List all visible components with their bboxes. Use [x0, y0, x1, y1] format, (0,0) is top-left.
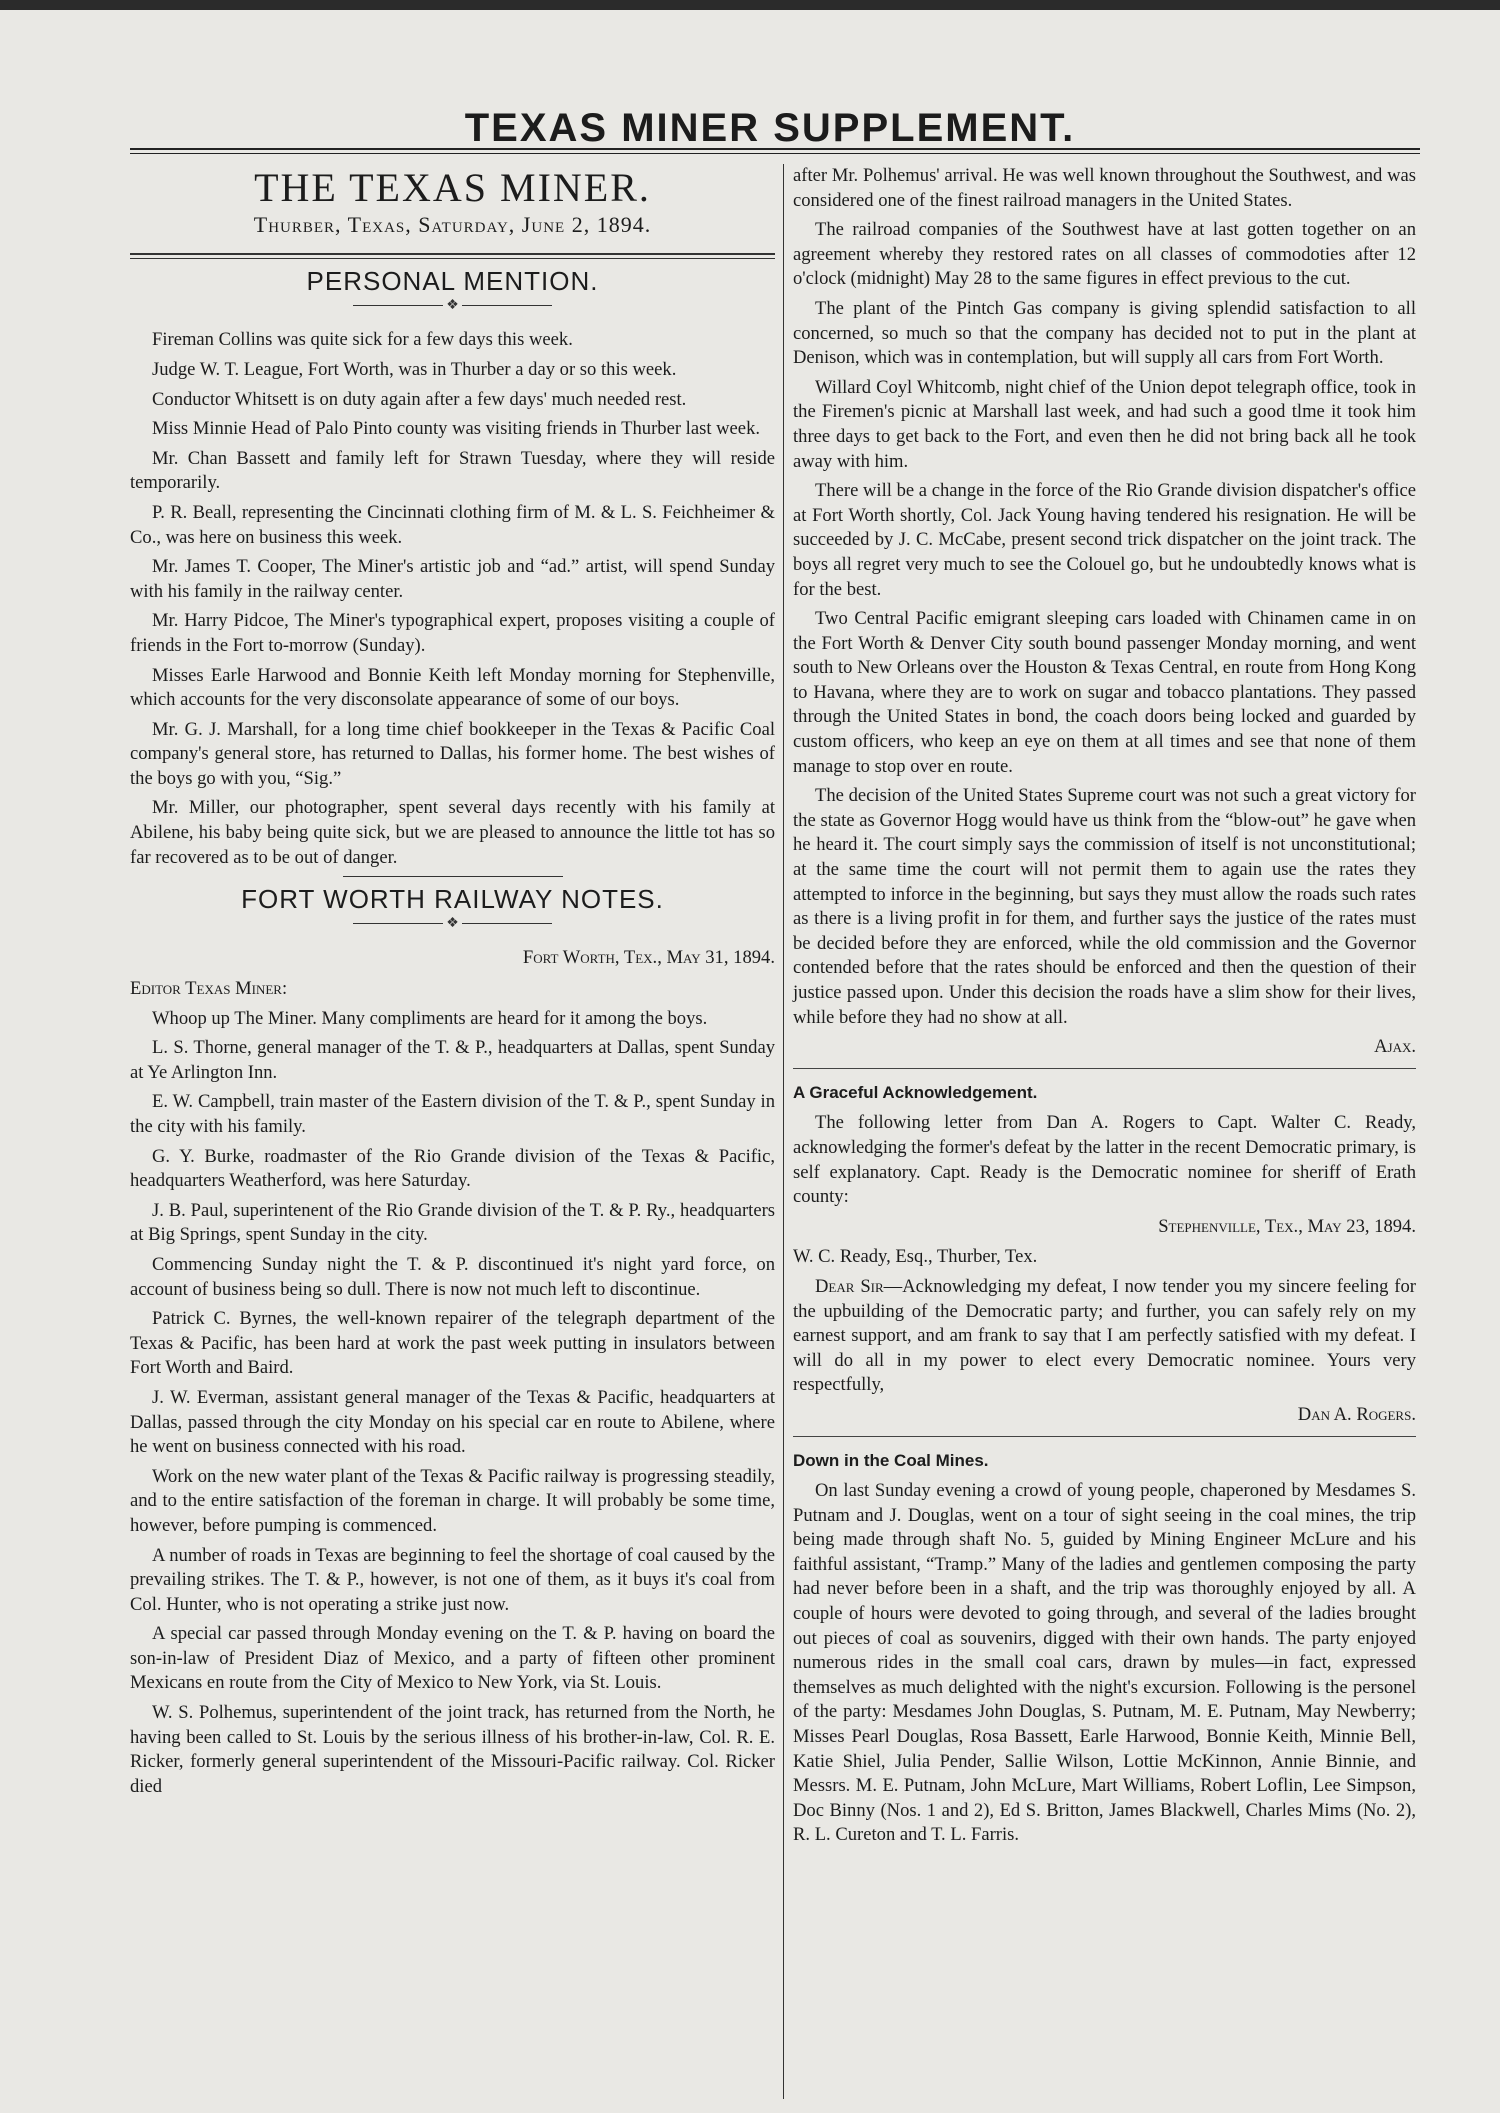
acknowledgement-heading: A Graceful Acknowledgement. — [793, 1082, 1038, 1102]
short-rule — [343, 876, 563, 877]
personal-mention-heading: PERSONAL MENTION. — [306, 266, 599, 297]
personal-item: Mr. Chan Bassett and family left for Strawn Tuesday, where they will reside temporarily. — [130, 447, 775, 494]
railway-item: A special car passed through Monday evening on the T. & P. having on board the son-in-law of President Diaz of Mexico, and a party of fifteen other prominent Mexicans en route from the City of Mexico to New York, via St. Louis. — [130, 1623, 775, 1694]
personal-item: Conductor Whitsett is on duty again after a few days' much needed rest. — [152, 388, 687, 410]
acknowledgement-signature: Dan A. Rogers. — [1297, 1403, 1416, 1425]
acknowledgement-letter — [793, 1275, 1416, 1398]
masthead-rule-thin — [130, 153, 1420, 154]
railway-item: Patrick C. Byrnes, the well-known repairer of the telegraph department of the Texas & Pacific, has been hard at work the past week putting in insulators between Fort Worth and Baird. — [130, 1308, 775, 1379]
railway-dateline: Fort Worth, Tex., May 31, 1894. — [522, 947, 775, 969]
railway-continued: after Mr. Polhemus' arrival. He was well known throughout the Southwest, and was considered one of the finest railroad managers in the United States. — [793, 165, 1416, 211]
right-column — [793, 164, 1416, 1853]
paper-dateline: Thurber, Texas, Saturday, June 2, 1894. — [253, 211, 652, 237]
personal-item: P. R. Beall, representing the Cincinnati clothing firm of M. & L. S. Feichheimer & Co., was here on business this week. — [130, 501, 775, 548]
masthead-rule — [130, 148, 1420, 150]
acknowledgement-intro: The following letter from Dan A. Rogers to Capt. Walter C. Ready, acknowledging the former's defeat by the latter in the recent Democratic primary, is self explanatory. Capt. Ready is the Democratic nominee for sheriff of Erath county: — [793, 1112, 1416, 1208]
railway-item: The decision of the United States Supreme court was not such a great victory for the state as Governor Hogg would have us think from the “blow-out” he gave when he heard it. The court simply says the commission of itself is not unconstitutional; at the same time the court will not permit them to again use the rates they attempted to inforce in the beginning, but says they must allow the roads such rates as there is a living profit in for them, and further says the justice of the rates must be decided before they are enforced, while the old commission and the Governor contended before that the rates should be enforced and then the question of their justice passed upon. Under this decision the roads have a slim show for their lives, while before they had no show at all. — [793, 785, 1416, 1028]
railway-item: The plant of the Pintch Gas company is giving splendid satisfaction to all concerned, so much so that the company has decided not to put in the plant at Denison, which was in contemplation, but will supply all cars from Fort Worth. — [793, 297, 1416, 369]
letter-salutation: Dear Sir — [815, 1275, 884, 1297]
railway-item: J. W. Everman, assistant general manager of the Texas & Pacific, headquarters at Dallas, passed through the city Monday on his special car en route to Abilene, where he went on business connected with his road. — [130, 1386, 775, 1458]
personal-item: Misses Earle Harwood and Bonnie Keith left Monday morning for Stephenville, which accounts for the very disconsolate appearance of some of our boys. — [130, 664, 775, 711]
acknowledgement-addressee: W. C. Ready, Esq., Thurber, Tex. — [793, 1246, 1038, 1268]
personal-item: Judge W. T. League, Fort Worth, was in Thurber a day or so this week. — [152, 358, 677, 380]
railway-item: There will be a change in the force of the Rio Grande division dispatcher's office at Fort Worth shortly, Col. Jack Young having tendered his resignation. He will be succeeded by J. C. McCabe, present second trick dispatcher on the joint track. The boys all regret very much to see the Colouel go, but he undoubtedly knows what is for the best. — [793, 480, 1416, 600]
left-column — [130, 164, 775, 1804]
railway-item: L. S. Thorne, general manager of the T. & P., headquarters at Dallas, spent Sunday at Ye Arlington Inn. — [130, 1037, 775, 1083]
railway-notes-heading: FORT WORTH RAILWAY NOTES. — [241, 884, 664, 915]
column-divider — [783, 164, 784, 2099]
ornament-divider: ❖ — [130, 294, 775, 319]
railway-item: E. W. Campbell, train master of the Eastern division of the T. & P., spent Sunday in the city with his family. — [130, 1091, 775, 1137]
section-rule — [793, 1068, 1416, 1069]
railway-item: Willard Coyl Whitcomb, night chief of the Union depot telegraph office, took in the Firemen's picnic at Marshall last week, and had such a good tlme it took him three days to get back to the Fort, and even then he did not bring back all he took away with him. — [793, 376, 1416, 472]
scan-top-band — [0, 0, 1500, 10]
railway-item: A number of roads in Texas are beginning to feel the shortage of coal caused by the prevailing strikes. The T. & P., however, is not one of them, as it buys it's coal from Col. Hunter, who is not operating a strike just now. — [130, 1544, 775, 1615]
railway-item: J. B. Paul, superintenent of the Rio Grande division of the T. & P. Ry., headquarters at Big Springs, spent Sunday in the city. — [130, 1199, 775, 1246]
masthead: TEXAS MINER SUPPLEMENT. — [464, 106, 1076, 150]
section-rule — [793, 1436, 1416, 1437]
railway-item: W. S. Polhemus, superintendent of the joint track, has returned from the North, he having been called to St. Louis by the serious illness of his brother-in-law, Col. R. E. Ricker, formerly general superintendent of the Missouri-Pacific railway. Col. Ricker died — [130, 1702, 775, 1797]
section-rule — [130, 253, 775, 259]
railway-item: G. Y. Burke, roadmaster of the Rio Grande division of the Texas & Pacific, headquarters Weatherford, was here Saturday. — [130, 1145, 775, 1192]
personal-item: Mr. Miller, our photographer, spent several days recently with his family at Abilene, his baby being quite sick, but we are pleased to announce the little tot has so far recovered as to be out of danger. — [130, 797, 775, 868]
personal-item: Mr. G. J. Marshall, for a long time chief bookkeeper in the Texas & Pacific Coal company's general store, has returned to Dallas, his former home. The best wishes of the boys go with you, “Sig.” — [130, 718, 775, 789]
personal-item: Mr. James T. Cooper, The Miner's artistic job and “ad.” artist, will spend Sunday with his family in the railway center. — [130, 556, 775, 602]
railway-salutation: Editor Texas Miner: — [130, 978, 288, 1000]
railway-item: Two Central Pacific emigrant sleeping cars loaded with Chinamen came in on the Fort Worth & Denver City south bound passenger Monday morning, and went south to New Orleans over the Houston & Texas Central, en route from Hong Kong to Havana, where they are to work on sugar and tobacco plantations. They passed through the United States in bond, the coach doors being locked and guarded by custom officers, who keep an eye on them at all times and see that none of them manage to stop over en route. — [793, 608, 1416, 777]
ornament-divider: ❖ — [130, 912, 775, 937]
railway-item: Commencing Sunday night the T. & P. discontinued it's night yard force, on account of business being so dull. There is now not much left to discontinue. — [130, 1253, 775, 1300]
railway-item: Work on the new water plant of the Texas & Pacific railway is progressing steadily, and to the entire satisfaction of the foreman in charge. It will probably be some time, however, before pumping is commenced. — [130, 1465, 775, 1536]
railway-item: Whoop up The Miner. Many compliments are heard for it among the boys. — [152, 1007, 708, 1029]
personal-item: Mr. Harry Pidcoe, The Miner's typographical expert, proposes visiting a couple of friends in the Fort to-morrow (Sunday). — [130, 610, 775, 656]
railway-item: The railroad companies of the Southwest have at last gotten together on an agreement whereby they restored rates on all classes of commodoties after 12 o'clock (midnight) May 28 to the same figures in effect previous to the cut. — [793, 219, 1416, 290]
personal-item: Fireman Collins was quite sick for a few days this week. — [152, 329, 573, 351]
coal-mines-heading: Down in the Coal Mines. — [793, 1450, 989, 1470]
personal-item: Miss Minnie Head of Palo Pinto county was visiting friends in Thurber last week. — [152, 418, 761, 440]
paper-title: THE TEXAS MINER. — [254, 165, 651, 210]
letter-body: —Acknowledging my defeat, I now tender you my sincere feeling for the upbuilding of the Democratic party; and further, you can safely rely on my earnest support, and am frank to say that I am perfectly satisfied with my defeat. I will do all in my power to elect every Democratic nominee. Yours very respectfully, — [793, 1275, 1416, 1396]
coal-mines-body: On last Sunday evening a crowd of young people, chaperoned by Mesdames S. Putnam and J. Douglas, went on a tour of sight seeing in the coal mines, the trip being made through shaft No. 5, guided by Mining Engineer McLure and his faithful assistant, “Tramp.” Many of the ladies and gentlemen composing the party had never before been in a shaft, and the trip was thoroughly enjoyed by all. A couple of hours were devoted to going through, and several of the ladies brought out pieces of coal as souvenirs, digged with their own hands. The party enjoyed numerous rides in the small coal cars, drawn by mules—in fact, expressed themselves as much delighted with the night's excursion. Following is the personel of the party: Mesdames John Douglas, S. Putnam, M. E. Putnam, May Newberry; Misses Pearl Douglas, Rosa Bassett, Earle Harwood, Bonnie Keith, Minnie Bell, Katie Shiel, Julia Pender, Sallie Wilson, Lottie McKinnon, Annie Binnie, and Messrs. M. E. Putnam, John McLure, Mart Williams, Robert Loflin, Lee Simpson, Doc Binny (Nos. 1 and 2), Ed S. Britton, James Blackwell, Charles Mims (No. 2), R. L. Cureton and T. L. Farris. — [793, 1480, 1416, 1846]
acknowledgement-dateline: Stephenville, Tex., May 23, 1894. — [1158, 1215, 1416, 1237]
railway-signature: Ajax. — [1374, 1036, 1416, 1058]
